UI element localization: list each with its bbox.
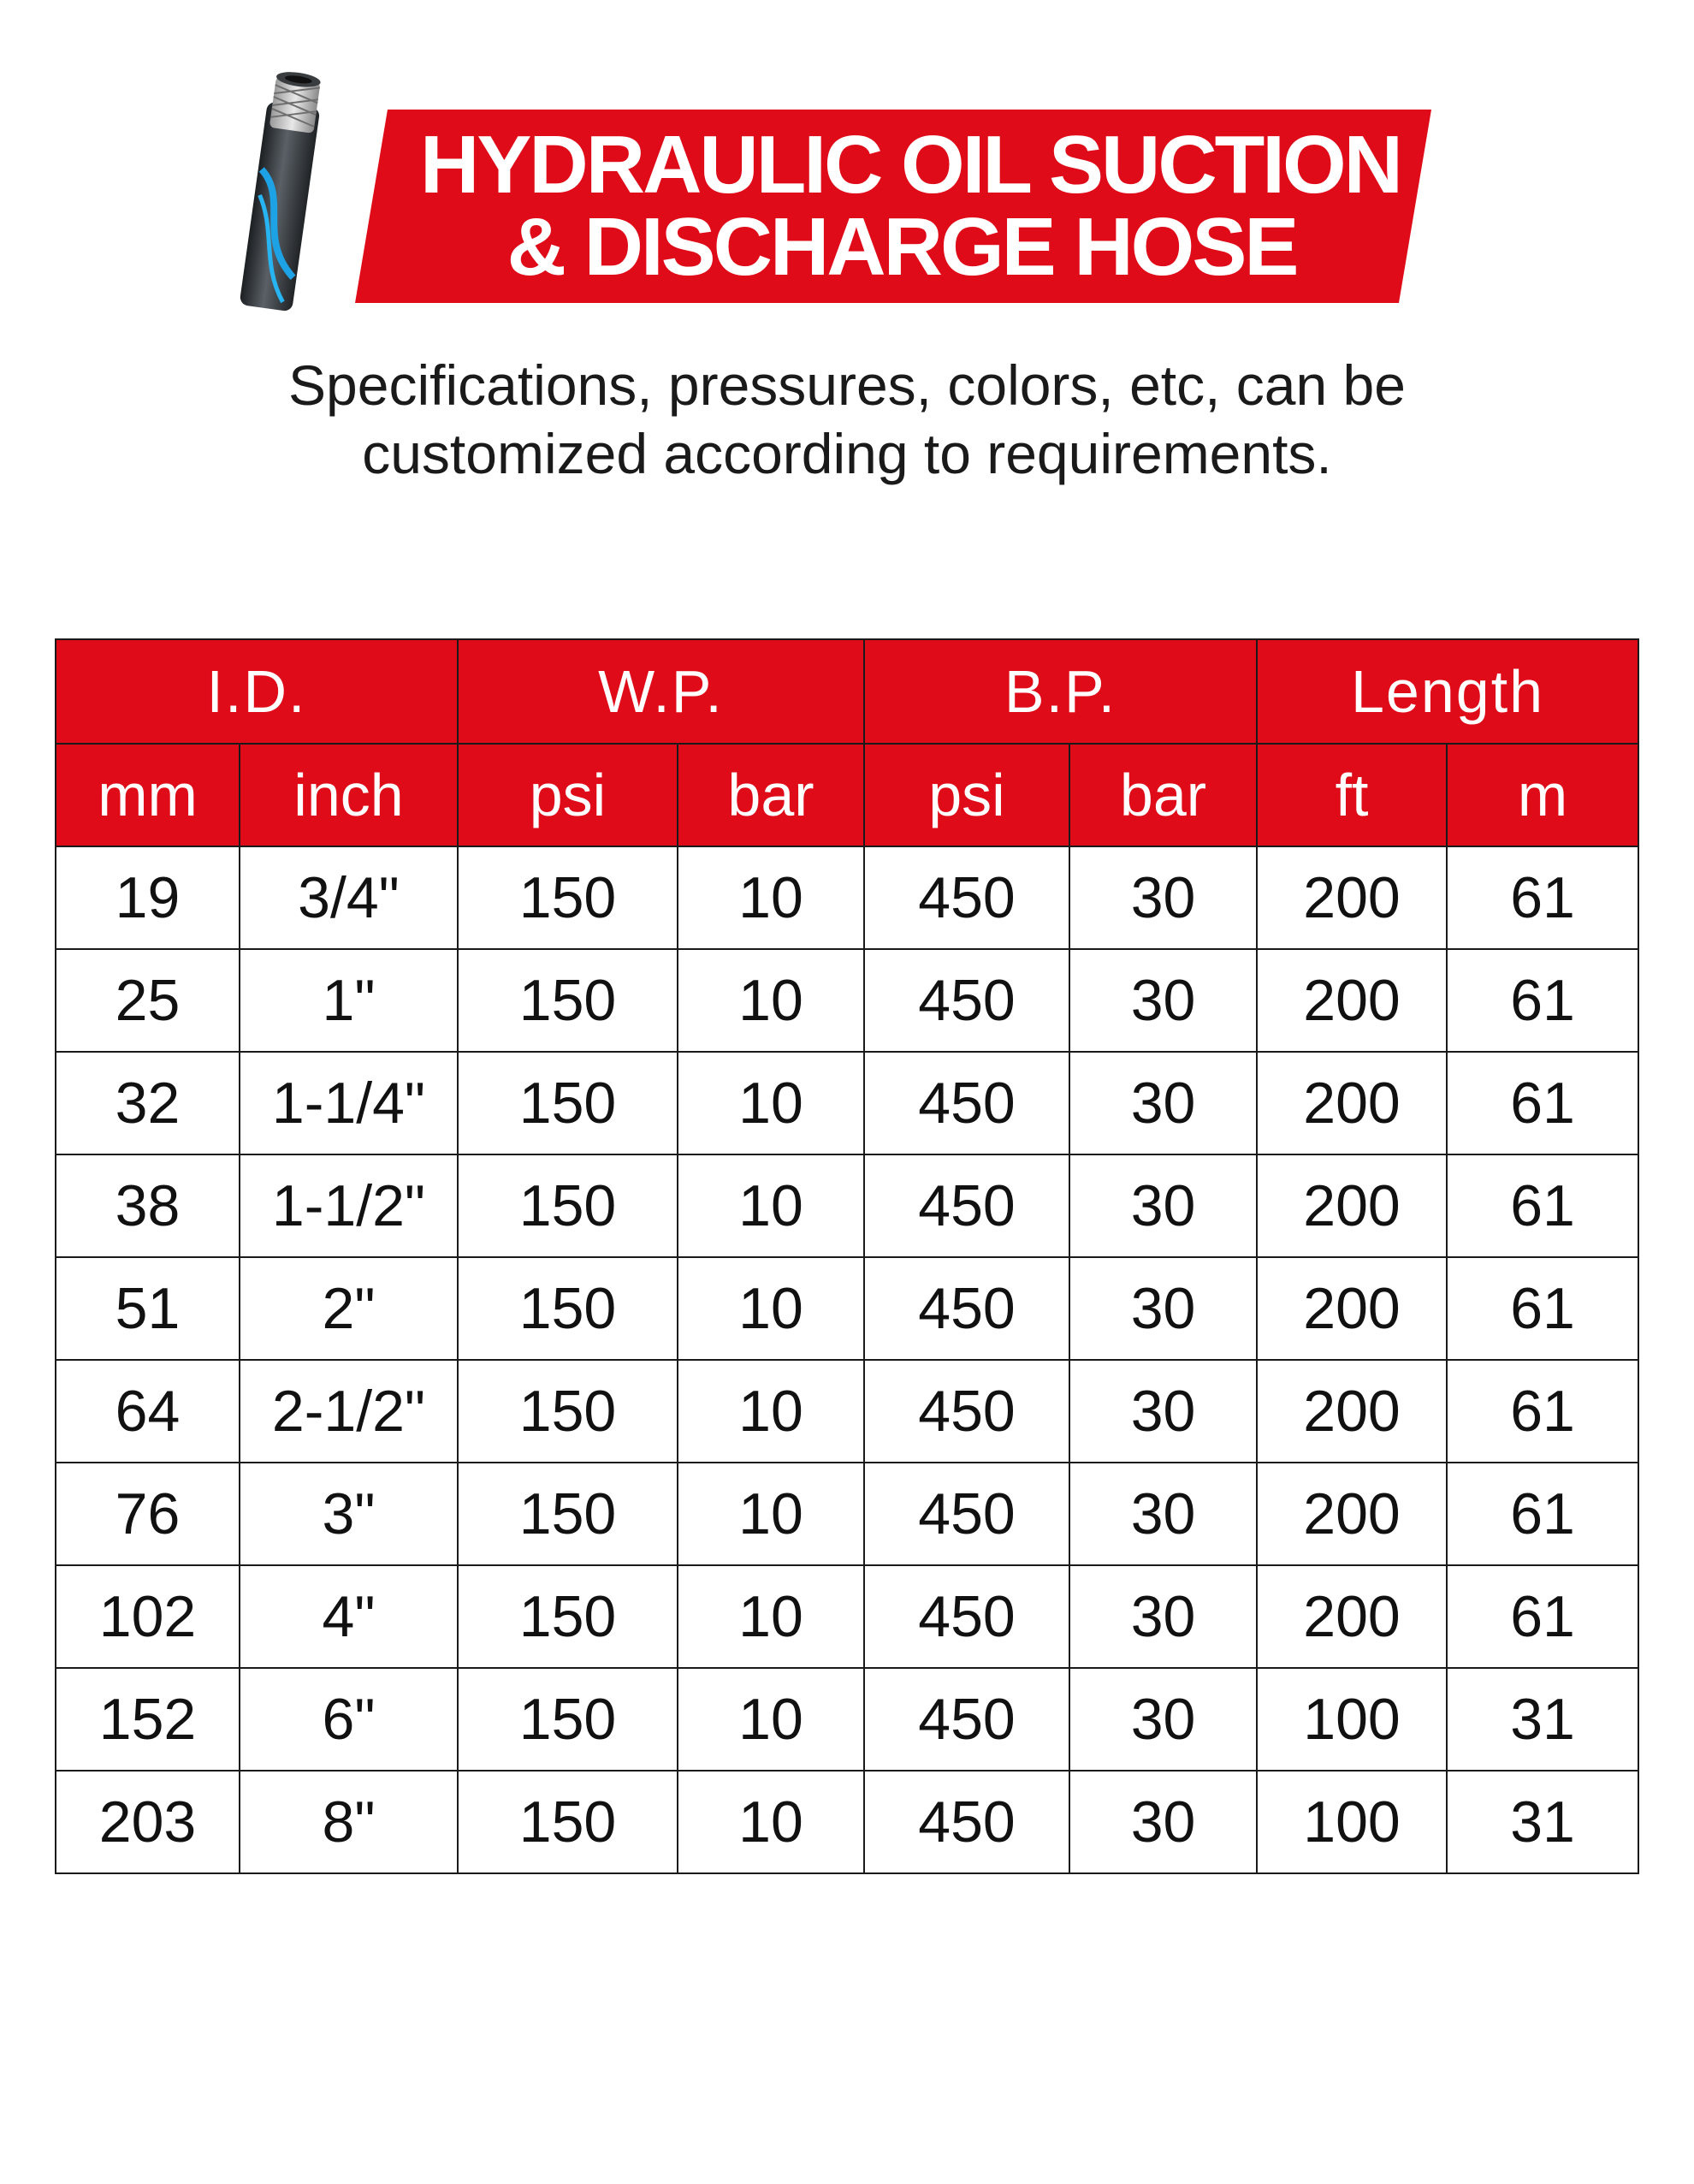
table-row [56, 949, 1638, 1052]
table-cell: 30 [1069, 1257, 1257, 1360]
table-cell: 200 [1257, 1052, 1447, 1154]
table-cell: 30 [1069, 949, 1257, 1052]
table-cell: 10 [678, 1463, 864, 1565]
table-cell: 10 [678, 1360, 864, 1463]
subtitle-line-2: customized according to requirements. [362, 422, 1332, 485]
table-cell: 31 [1447, 1668, 1638, 1771]
table-cell: 450 [864, 1668, 1069, 1771]
table-row [56, 1771, 1638, 1873]
table-row [56, 1463, 1638, 1565]
table-cell: 2-1/2" [240, 1360, 458, 1463]
group-header-id: I.D. [56, 639, 458, 744]
table-cell: 100 [1257, 1771, 1447, 1873]
table-cell: 61 [1447, 846, 1638, 949]
table-cell: 10 [678, 846, 864, 949]
table-cell: 3/4" [240, 846, 458, 949]
unit-header-ft: ft [1257, 744, 1447, 846]
table-cell: 61 [1447, 1463, 1638, 1565]
table-cell: 150 [458, 1154, 678, 1257]
table-cell: 8" [240, 1771, 458, 1873]
unit-header-bp-psi: psi [864, 744, 1069, 846]
table-cell: 150 [458, 1771, 678, 1873]
table-cell: 3" [240, 1463, 458, 1565]
title-line-1: HYDRAULIC OIL SUCTION [420, 119, 1401, 211]
table-row [56, 1360, 1638, 1463]
table-cell: 1-1/2" [240, 1154, 458, 1257]
table-cell: 150 [458, 1668, 678, 1771]
table-cell: 150 [458, 1052, 678, 1154]
group-header-wp: W.P. [458, 639, 864, 744]
table-cell: 450 [864, 1257, 1069, 1360]
table-cell: 10 [678, 1257, 864, 1360]
table-row [56, 1565, 1638, 1668]
subtitle-line-1: Specifications, pressures, colors, etc, can be [288, 353, 1406, 417]
table-cell: 51 [56, 1257, 240, 1360]
unit-header-wp-bar: bar [678, 744, 864, 846]
table-cell: 19 [56, 846, 240, 949]
table-cell: 30 [1069, 1052, 1257, 1154]
table-cell: 450 [864, 1565, 1069, 1668]
table-cell: 200 [1257, 1463, 1447, 1565]
unit-header-mm: mm [56, 744, 240, 846]
table-cell: 200 [1257, 1257, 1447, 1360]
header [0, 0, 1694, 513]
table-cell: 152 [56, 1668, 240, 1771]
table-cell: 10 [678, 1052, 864, 1154]
table-cell: 10 [678, 1565, 864, 1668]
table-row [56, 1257, 1638, 1360]
table-cell: 200 [1257, 1154, 1447, 1257]
table-cell: 102 [56, 1565, 240, 1668]
table-row [56, 1154, 1638, 1257]
table-cell: 200 [1257, 846, 1447, 949]
unit-header-wp-psi: psi [458, 744, 678, 846]
table-cell: 30 [1069, 846, 1257, 949]
table-row [56, 846, 1638, 949]
table-cell: 150 [458, 1360, 678, 1463]
unit-header-bp-bar: bar [1069, 744, 1257, 846]
table-cell: 30 [1069, 1154, 1257, 1257]
table-cell: 450 [864, 1463, 1069, 1565]
table-cell: 61 [1447, 1154, 1638, 1257]
table-cell: 76 [56, 1463, 240, 1565]
table-row [56, 1052, 1638, 1154]
table-cell: 203 [56, 1771, 240, 1873]
table-cell: 32 [56, 1052, 240, 1154]
table-cell: 10 [678, 1154, 864, 1257]
unit-header-row [56, 744, 1638, 846]
table-cell: 25 [56, 949, 240, 1052]
table-cell: 450 [864, 1154, 1069, 1257]
page-title [355, 110, 1431, 303]
table-cell: 150 [458, 949, 678, 1052]
table-row [56, 1668, 1638, 1771]
table-cell: 450 [864, 1771, 1069, 1873]
table-cell: 150 [458, 846, 678, 949]
table-cell: 30 [1069, 1360, 1257, 1463]
table-cell: 200 [1257, 949, 1447, 1052]
table-cell: 4" [240, 1565, 458, 1668]
table-cell: 450 [864, 949, 1069, 1052]
title-line-2: & DISCHARGE HOSE [506, 201, 1297, 293]
table-cell: 38 [56, 1154, 240, 1257]
table-cell: 10 [678, 1668, 864, 1771]
group-header-bp: B.P. [864, 639, 1257, 744]
table-cell: 64 [56, 1360, 240, 1463]
table-cell: 450 [864, 846, 1069, 949]
table-cell: 200 [1257, 1565, 1447, 1668]
table-cell: 450 [864, 1052, 1069, 1154]
table-cell: 61 [1447, 1052, 1638, 1154]
table-cell: 10 [678, 1771, 864, 1873]
table-cell: 30 [1069, 1771, 1257, 1873]
subtitle [0, 351, 1694, 488]
table-cell: 150 [458, 1463, 678, 1565]
title-banner [355, 110, 1431, 303]
table-cell: 10 [678, 949, 864, 1052]
table-cell: 2" [240, 1257, 458, 1360]
hose-icon [229, 70, 341, 318]
group-header-length: Length [1257, 639, 1638, 744]
table-cell: 200 [1257, 1360, 1447, 1463]
table-cell: 61 [1447, 1565, 1638, 1668]
table-cell: 61 [1447, 1257, 1638, 1360]
spec-table [55, 638, 1639, 1874]
table-cell: 61 [1447, 1360, 1638, 1463]
table-cell: 1-1/4" [240, 1052, 458, 1154]
unit-header-inch: inch [240, 744, 458, 846]
table-cell: 30 [1069, 1463, 1257, 1565]
table-cell: 30 [1069, 1565, 1257, 1668]
table-cell: 61 [1447, 949, 1638, 1052]
table-cell: 1" [240, 949, 458, 1052]
unit-header-m: m [1447, 744, 1638, 846]
table-cell: 100 [1257, 1668, 1447, 1771]
table-cell: 150 [458, 1257, 678, 1360]
table-cell: 6" [240, 1668, 458, 1771]
table-cell: 30 [1069, 1668, 1257, 1771]
table-cell: 31 [1447, 1771, 1638, 1873]
spec-table-body [56, 846, 1638, 1873]
table-cell: 150 [458, 1565, 678, 1668]
table-cell: 450 [864, 1360, 1069, 1463]
group-header-row [56, 639, 1638, 744]
